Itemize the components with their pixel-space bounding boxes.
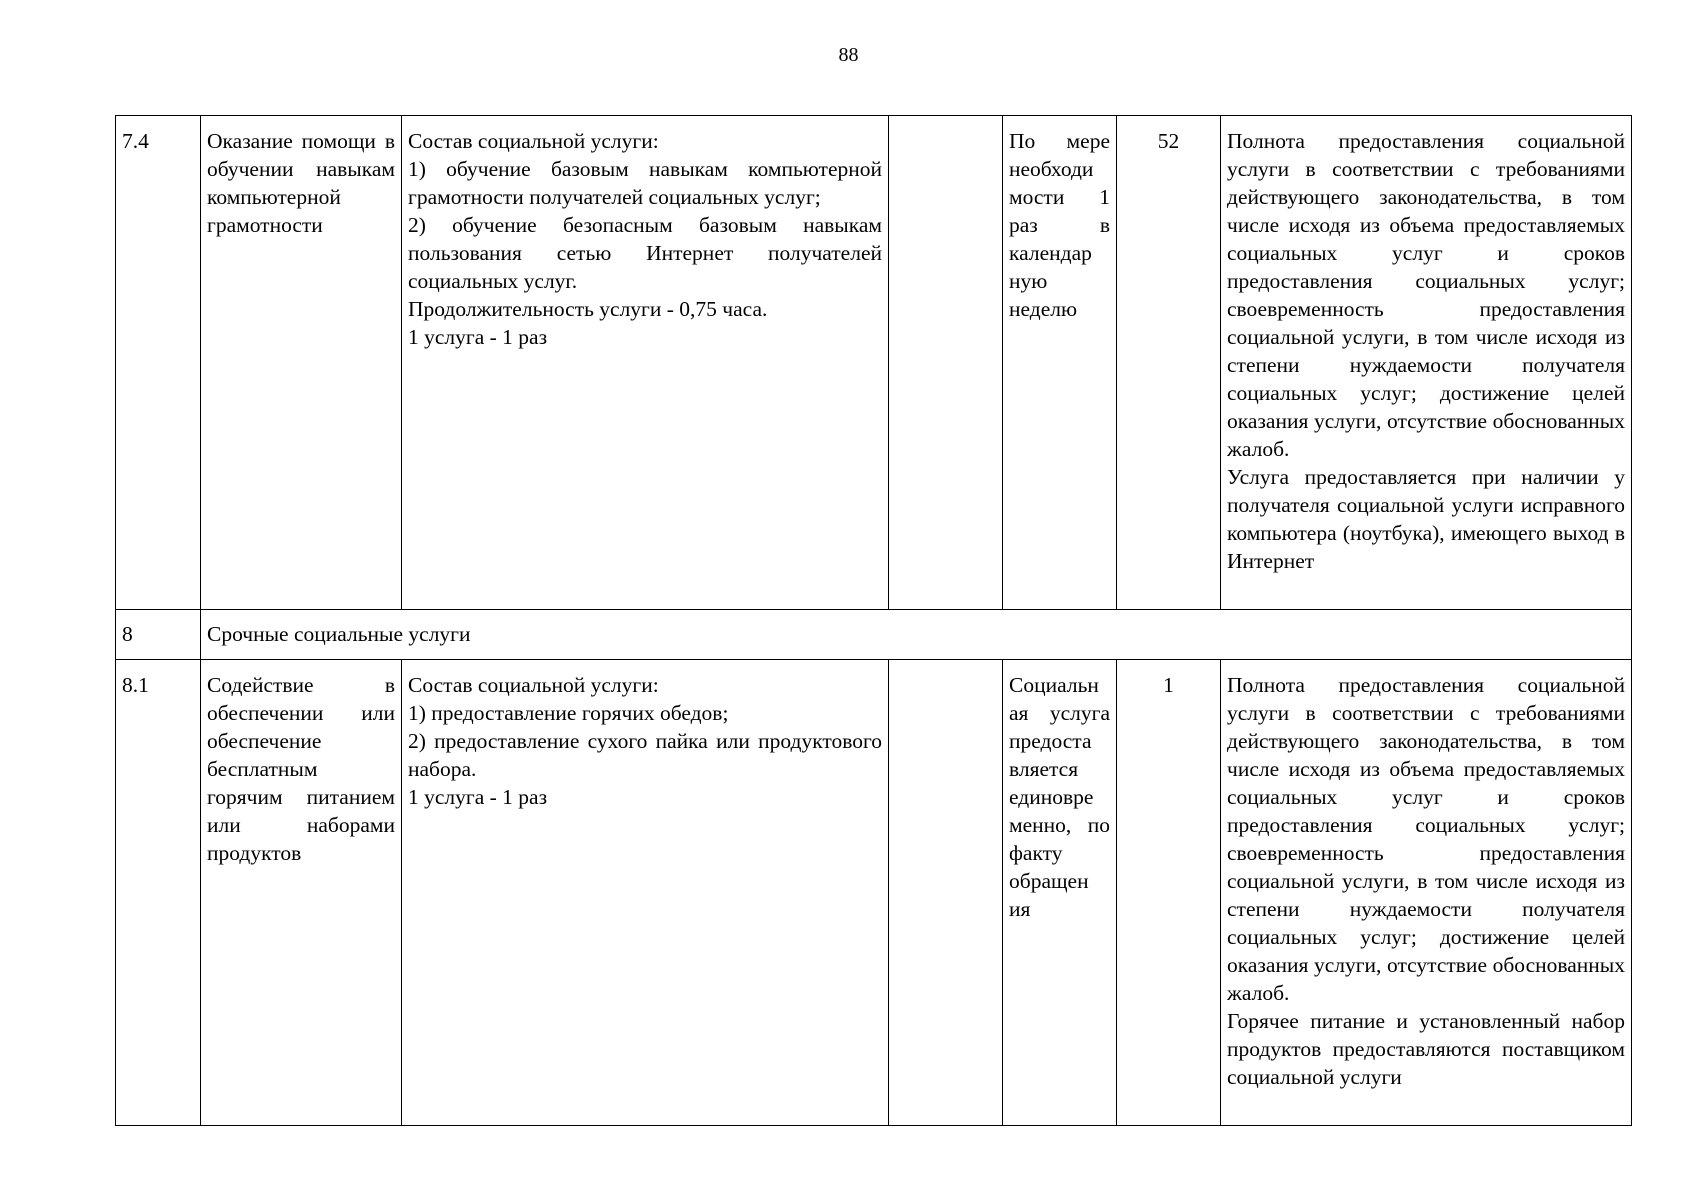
service-name: Содействие в обеспечении или обеспечение бесплатным горячим питанием или наборами продуктов — [201, 660, 402, 1126]
criteria-text: Полнота предоставления социальной услуги в соответствии с требованиями действующего законодательства, в том числе исходя из объема предоставляемых социальных услуг и сроков предоставления социальных услуг; своевременность предоставления социальной услуги, в том числе исходя из степени нуждаемости получателя социальных услуг; достижение целей оказания услуги, отсутствие обоснованных жалоб. — [1227, 673, 1625, 1005]
service-name: Оказание помощи в обучении навыкам компьютерной грамотности — [201, 116, 402, 610]
service-composition — [402, 116, 889, 610]
section-row — [116, 610, 1632, 660]
service-code: 8.1 — [116, 660, 201, 1126]
service-criteria — [1221, 116, 1632, 610]
composition-item: 1) предоставление горячих обедов; — [408, 701, 729, 725]
criteria-text: Полнота предоставления социальной услуги в соответствии с требованиями действующего законодательства, в том числе исходя из объема предоставляемых социальных услуг и сроков предоставления социальных услуг; своевременность предоставления социальной услуги, в том числе исходя из степени нуждаемости получателя социальных услуг; достижение целей оказания услуги, отсутствие обоснованных жалоб. — [1227, 129, 1625, 461]
composition-unit: 1 услуга - 1 раз — [408, 785, 548, 809]
table-row — [116, 660, 1632, 1126]
page-number: 88 — [838, 44, 859, 66]
composition-heading: Состав социальной услуги: — [408, 129, 659, 153]
service-quantity: 1 — [1117, 660, 1221, 1126]
service-extra — [889, 660, 1003, 1126]
service-criteria — [1221, 660, 1632, 1126]
service-code: 7.4 — [116, 116, 201, 610]
service-extra — [889, 116, 1003, 610]
composition-item: 1) обучение базовым навыкам компьютерной грамотности получателей социальных услуг; — [408, 157, 882, 209]
service-composition — [402, 660, 889, 1126]
criteria-condition: Услуга предоставляется при наличии у получателя социальной услуги исправного компьютера (ноутбука), имеющего выход в Интернет — [1227, 465, 1625, 573]
composition-duration: Продолжительность услуги - 0,75 часа. — [408, 297, 768, 321]
service-frequency: По мере необходи мости 1 раз в календар ную неделю — [1003, 116, 1117, 610]
section-code: 8 — [116, 610, 201, 660]
composition-unit: 1 услуга - 1 раз — [408, 325, 548, 349]
composition-item: 2) предоставление сухого пайка или продуктового набора. — [408, 729, 882, 781]
section-title: Срочные социальные услуги — [201, 610, 1632, 660]
composition-heading: Состав социальной услуги: — [408, 673, 659, 697]
criteria-condition: Горячее питание и установленный набор продуктов предоставляются поставщиком социальной услуги — [1227, 1009, 1625, 1089]
table-row — [116, 116, 1632, 610]
service-quantity: 52 — [1117, 116, 1221, 610]
services-table — [115, 115, 1632, 1126]
service-frequency: Социальн ая услуга предоста вляется единовре менно, по факту обращен ия — [1003, 660, 1117, 1126]
composition-item: 2) обучение безопасным базовым навыкам пользования сетью Интернет получателей социальных услуг. — [408, 213, 882, 293]
